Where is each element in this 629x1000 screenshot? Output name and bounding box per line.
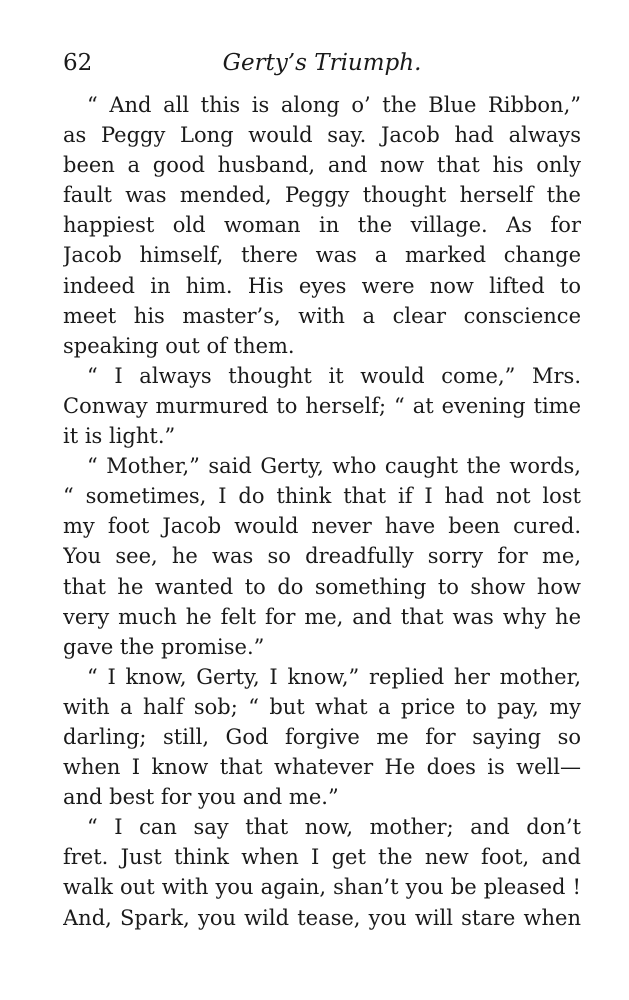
text-line: very much he felt for me, and that was why he xyxy=(63,604,581,629)
body-text xyxy=(63,90,581,933)
page-number: 62 xyxy=(63,50,93,76)
text-line: “ And all this is along o’ the Blue Ribbon,” xyxy=(87,93,581,117)
text-line: “ I can say that now, mother; and don’t xyxy=(87,815,581,840)
text-line: “ I know, Gerty, I know,” replied her mother, xyxy=(87,664,581,689)
text-line: been a good husband, and now that his only xyxy=(63,153,581,178)
text-line: And, Spark, you wild tease, you will stare when xyxy=(63,905,581,930)
paragraph xyxy=(63,90,581,361)
text-line: speaking out of them. xyxy=(63,333,295,358)
text-line: “ Mother,” said Gerty, who caught the words, xyxy=(87,454,581,479)
text-line: when I know that whatever He does is well— xyxy=(63,755,581,780)
running-head xyxy=(63,50,581,86)
text-line: darling; still, God forgive me for saying so xyxy=(63,724,581,749)
text-line: “ sometimes, I do think that if I had not lost xyxy=(63,484,581,509)
text-line: gave the promise.” xyxy=(63,634,265,659)
paragraph xyxy=(63,662,581,812)
text-line: indeed in him. His eyes were now lifted to xyxy=(63,273,581,298)
text-line: fret. Just think when I get the new foot, and xyxy=(63,845,581,870)
text-line: as Peggy Long would say. Jacob had always xyxy=(63,123,581,148)
text-line: with a half sob; “ but what a price to pay, my xyxy=(63,694,581,719)
text-line: fault was mended, Peggy thought herself the xyxy=(63,183,581,208)
text-line: meet his master’s, with a clear conscience xyxy=(63,303,581,328)
book-page xyxy=(63,50,581,933)
text-line: “ I always thought it would come,” Mrs. xyxy=(87,363,581,388)
text-line: my foot Jacob would never have been cured. xyxy=(63,514,581,539)
paragraph xyxy=(63,451,581,662)
paragraph xyxy=(63,812,581,932)
text-line: Jacob himself, there was a marked change xyxy=(63,243,581,268)
text-line: it is light.” xyxy=(63,424,176,449)
text-line: walk out with you again, shan’t you be pleased ! xyxy=(63,875,581,900)
text-line: You see, he was so dreadfully sorry for me, xyxy=(63,544,581,569)
text-line: and best for you and me.” xyxy=(63,785,339,810)
text-line: that he wanted to do something to show how xyxy=(63,574,581,599)
text-line: happiest old woman in the village. As for xyxy=(63,213,581,238)
running-title: Gerty’s Triumph. xyxy=(222,50,422,76)
text-line: Conway murmured to herself; “ at evening time xyxy=(63,393,581,418)
paragraph xyxy=(63,361,581,451)
